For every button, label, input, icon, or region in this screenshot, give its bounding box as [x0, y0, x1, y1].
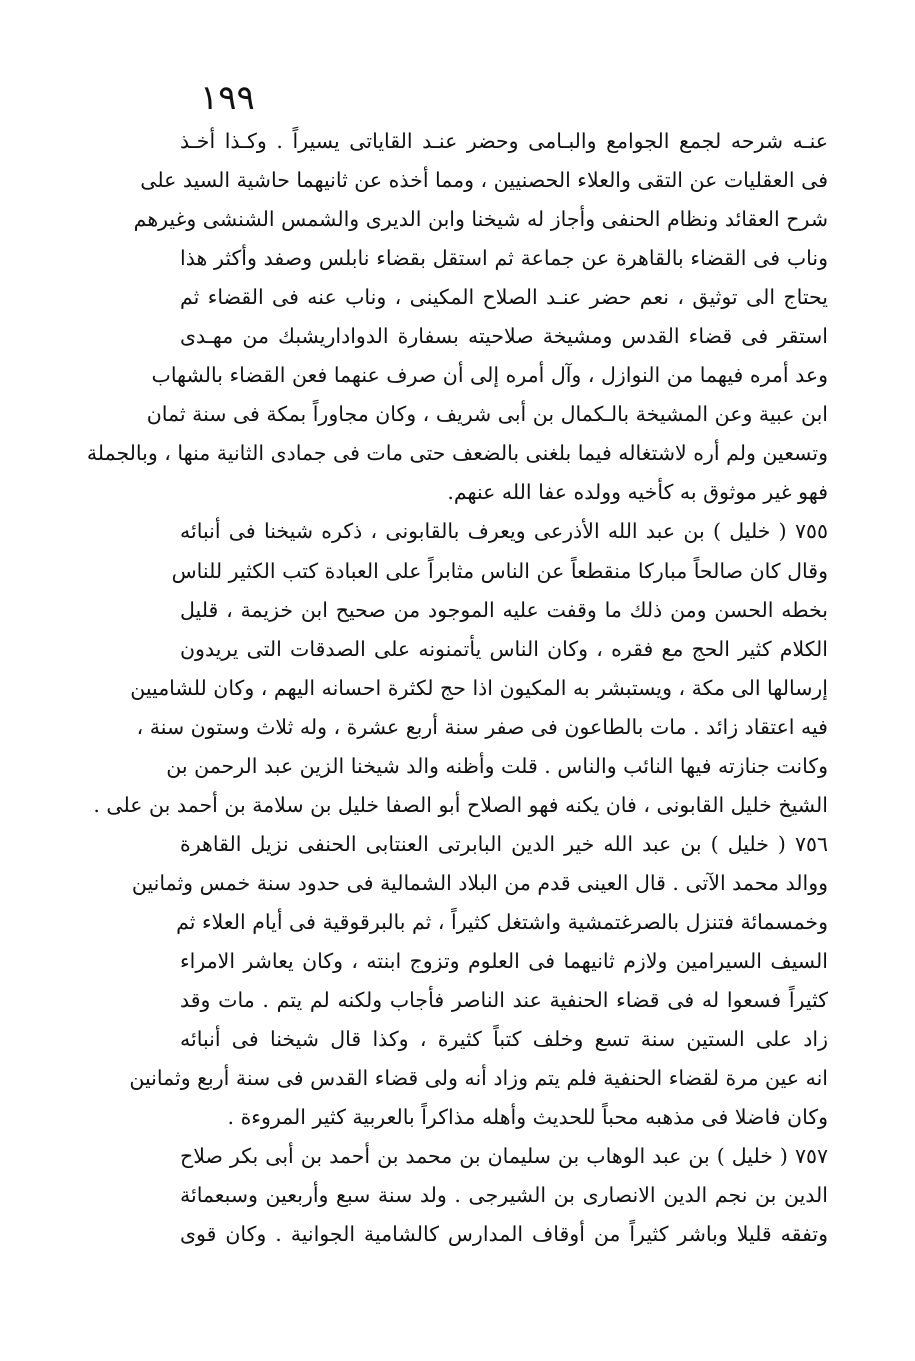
text-line: فهو غير موثوق به كأخيه وولده عفا الله عنهم. [447, 480, 828, 505]
text-line: الكلام كثير الحج مع فقره ، وكان الناس يأتمنونه على الصدقات التى يريدون [180, 636, 828, 661]
entry-756-heading: ٧٥٦ ( خليل ) بن عبد الله خير الدين البابرتى العنتابى الحنفى نزيل القاهرة [180, 831, 828, 856]
text-line: ابن عبية وعن المشيخة بالـكمال بن أبى شريف ، وكان مجاوراً بمكة فى سنة ثمان [146, 402, 828, 427]
text-line: وقال كان صالحاً مباركا منقطعاً عن الناس مثابراً على العبادة كتب الكثير للناس [171, 558, 828, 583]
text-line: الشيخ خليل القابونى ، فان يكنه فهو الصلاح أبو الصفا خليل بن سلامة بن أحمد بن على . [93, 792, 828, 817]
text-line: وكانت جنازته فيها النائب والناس . قلت وأظنه والد شيخنا الزين عبد الرحمن بن [166, 753, 828, 778]
text-line: وعد أمره فيهما من النوازل ، وآل أمره إلى أن صرف عنهما فعن القضاء بالشهاب [151, 363, 828, 388]
body-text [86, 122, 828, 1254]
text-line: انه عين مرة لقضاء الحنفية فلم يتم وزاد أنه ولى قضاء القدس فى سنة أربع وثمانين [129, 1066, 828, 1091]
entry-755-heading: ٧٥٥ ( خليل ) بن عبد الله الأذرعى ويعرف بالقابونى ، ذكره شيخنا فى أنبائه [180, 519, 828, 544]
text-line: وتفقه قليلا وباشر كثيراً من أوقاف المدارس كالشامية الجوانية . وكان قوى [180, 1222, 828, 1247]
text-line: بخطه الحسن ومن ذلك ما وقفت عليه الموجود من صحيح ابن خزيمة ، قليل [180, 597, 828, 622]
entry-757-heading: ٧٥٧ ( خليل ) بن عبد الوهاب بن سليمان بن محمد بن أحمد بن أبى بكر صلاح [180, 1144, 828, 1169]
page-number: ١٩٩ [200, 78, 255, 118]
text-line: عنـه شرحه لجمع الجوامع والبـامى وحضر عنـد القاياتى يسيراً . وكـذا أخـذ [180, 129, 828, 153]
text-line: زاد على الستين سنة تسع وخلف كتباً كثيرة ، وكذا قال شيخنا فى أنبائه [180, 1027, 828, 1052]
text-line: وخمسمائة فتنزل بالصرغتمشية واشتغل كثيراً ، ثم بالبرقوقية فى أيام العلاء ثم [176, 909, 828, 934]
text-line: فى العقليات عن التقى والعلاء الحصنيين ، ومما أخذه عن ثانيهما حاشية السيد على [140, 168, 828, 193]
text-line: استقر فى قضاء القدس ومشيخة صلاحيته بسفارة الدواداريشبك من مهـدى [180, 324, 828, 349]
text-line: شرح العقائد ونظام الحنفى وأجاز له شيخنا وابن الديرى والشمس الشنشى وغيرهم [133, 207, 828, 232]
text-line: ووالد محمد الآتى . قال العينى قدم من البلاد الشمالية فى حدود سنة خمس وثمانين [131, 870, 828, 895]
text-line: السيف السيرامين ولازم ثانيهما فى العلوم وتزوج ابنته ، وكان يعاشر الامراء [180, 948, 828, 973]
text-line: فيه اعتقاد زائد . مات بالطاعون فى صفر سنة أربع عشرة ، وله ثلاث وستون سنة ، [136, 714, 828, 739]
text-line: وتسعين ولم أره لاشتغاله فيما بلغنى بالضعف حتى مات فى جمادى الثانية منها ، وبالجملة [86, 441, 828, 466]
text-line: يحتاج الى توثيق ، نعم حضر عنـد الصلاح المكينى ، وناب عنه فى القضاء ثم [180, 285, 828, 310]
text-line: إرسالها الى مكة ، ويستبشر به المكيون اذا حج لكثرة احسانه اليهم ، وكان للشاميين [130, 675, 828, 700]
text-line: الدين بن نجم الدين الانصارى بن الشيرجى . ولد سنة سبع وأربعين وسبعمائة [180, 1183, 828, 1208]
text-line: وكان فاضلا فى مذهبه محباً للحديث وأهله مذاكراً بالعربية كثير المروءة . [227, 1105, 828, 1130]
text-line: كثيراً فسعوا له فى قضاء الحنفية عند الناصر فأجاب ولكنه لم يتم . مات وقد [180, 988, 828, 1013]
text-line: وناب فى القضاء بالقاهرة عن جماعة ثم استقل بقضاء نابلس وصفد وأكثر هذا [180, 246, 828, 271]
